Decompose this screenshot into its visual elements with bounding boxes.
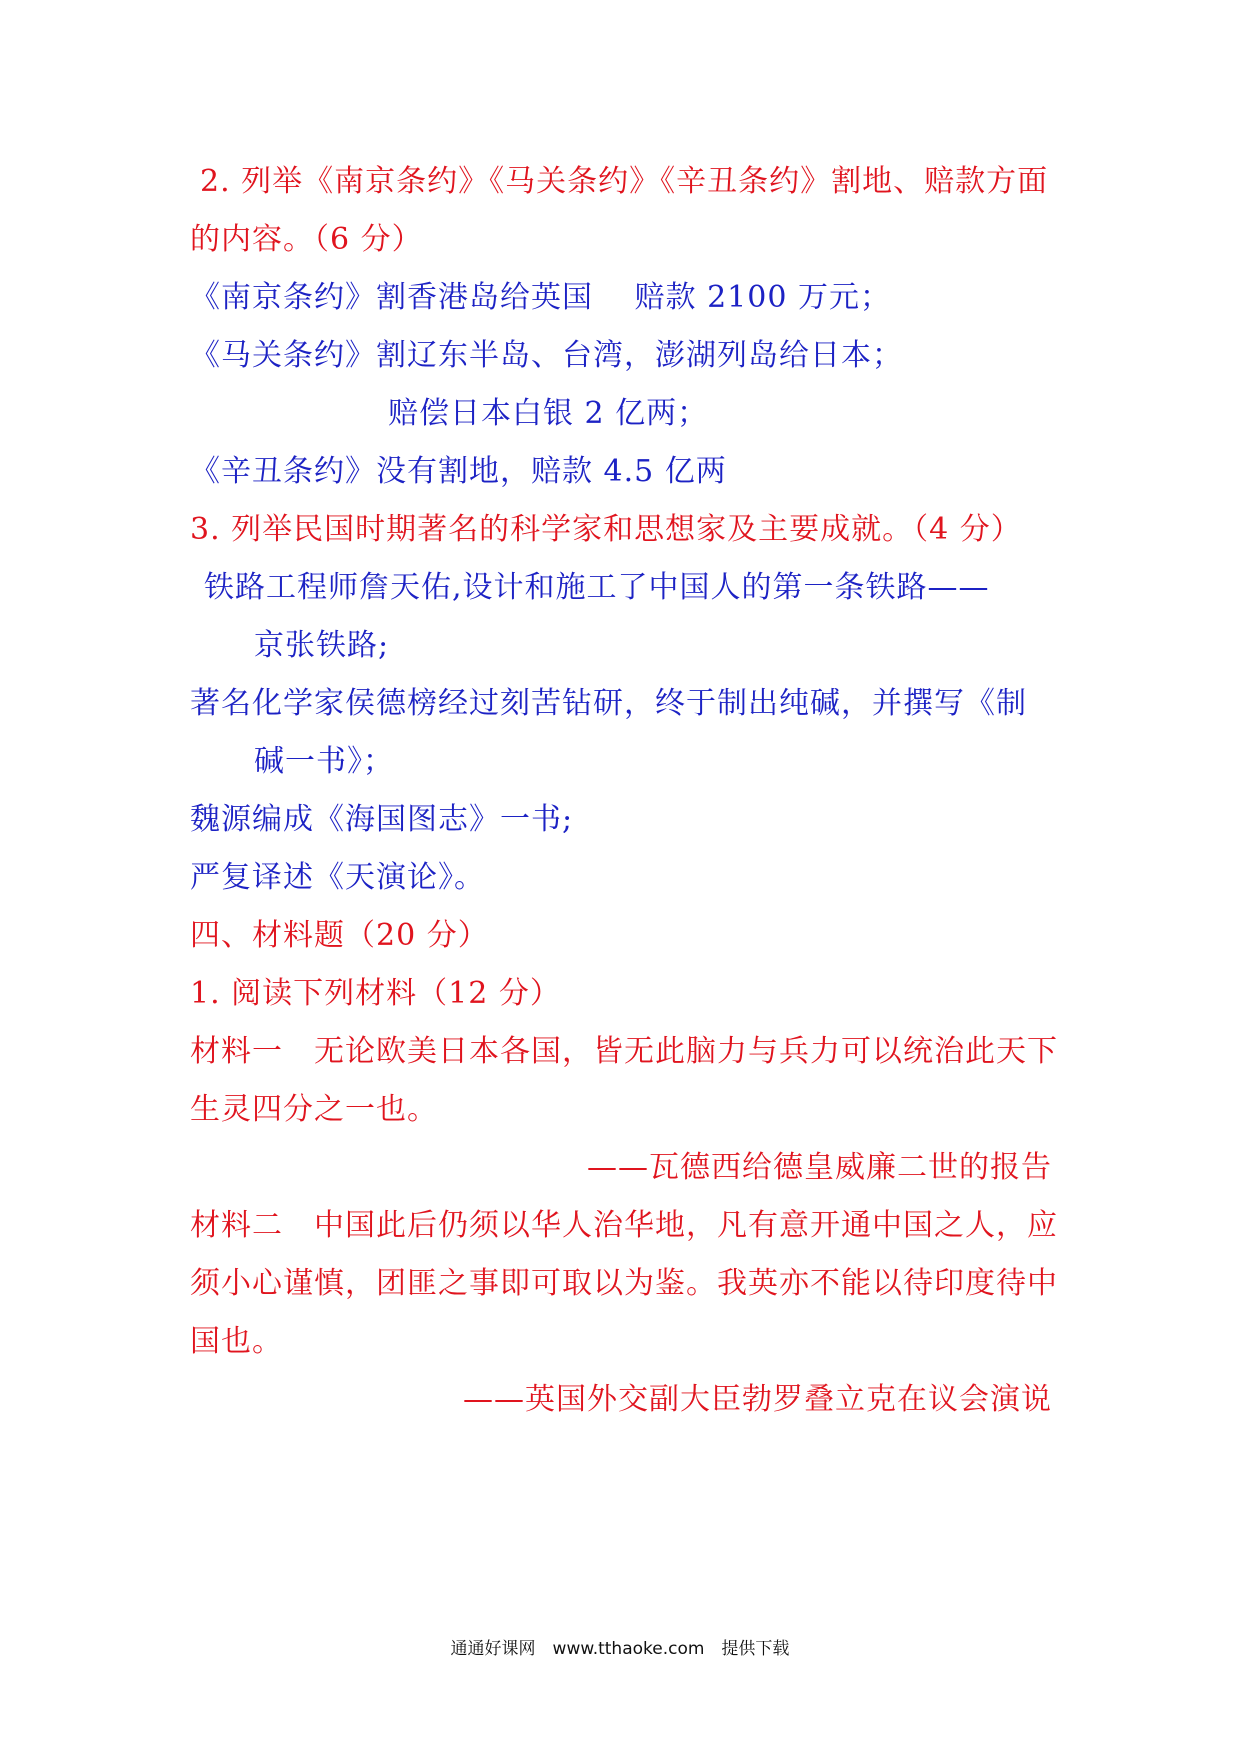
material2-line2: 须小心谨慎，团匪之事即可取以为鉴。我英亦不能以待印度待中	[190, 1266, 1058, 1301]
material1-source: ——瓦德西给德皇威廉二世的报告	[587, 1150, 1052, 1185]
section4-heading: 四、材料题（20 分）	[190, 918, 489, 953]
section4-q1-title: 1. 阅读下列材料（12 分）	[190, 976, 561, 1011]
q3-title: 3. 列举民国时期著名的科学家和思想家及主要成就。（4 分）	[190, 512, 1022, 547]
material1-line1: 材料一 无论欧美日本各国，皆无此脑力与兵力可以统治此天下	[190, 1034, 1058, 1069]
q3-answer-hou-line1: 著名化学家侯德榜经过刻苦钻研，终于制出纯碱，并撰写《制	[190, 686, 1027, 721]
material2-line1: 材料二 中国此后仍须以华人治华地，凡有意开通中国之人，应	[190, 1208, 1058, 1243]
q2-answer-maguan-indemnity: 赔偿日本白银 2 亿两；	[388, 396, 709, 431]
material1-line2: 生灵四分之一也。	[190, 1092, 438, 1127]
q3-answer-zhan-line2: 京张铁路;	[254, 628, 390, 663]
q3-answer-zhan-line1: 铁路工程师詹天佑,设计和施工了中国人的第一条铁路——	[204, 570, 990, 605]
q3-answer-weiyuan: 魏源编成《海国图志》一书;	[190, 802, 574, 837]
material2-line3: 国也。	[190, 1324, 283, 1359]
q3-answer-hou-line2: 碱一书》；	[254, 744, 394, 779]
q2-title-line1: 2. 列举《南京条约》《马关条约》《辛丑条约》割地、赔款方面	[200, 164, 1049, 199]
q2-answer-xinchou: 《辛丑条约》没有割地，赔款 4.5 亿两	[190, 454, 727, 489]
q2-title-line2: 的内容。（6 分）	[190, 222, 423, 257]
material2-source: ——英国外交副大臣勃罗叠立克在议会演说	[463, 1382, 1052, 1417]
q2-answer-nanjing: 《南京条约》割香港岛给英国 赔款 2100 万元；	[190, 280, 891, 315]
q2-answer-maguan: 《马关条约》割辽东半岛、台湾，澎湖列岛给日本；	[190, 338, 903, 373]
q3-answer-yanfu: 严复译述《天演论》。	[190, 860, 485, 895]
page-footer: 通通好课网 www.tthaoke.com 提供下载	[450, 1639, 790, 1659]
